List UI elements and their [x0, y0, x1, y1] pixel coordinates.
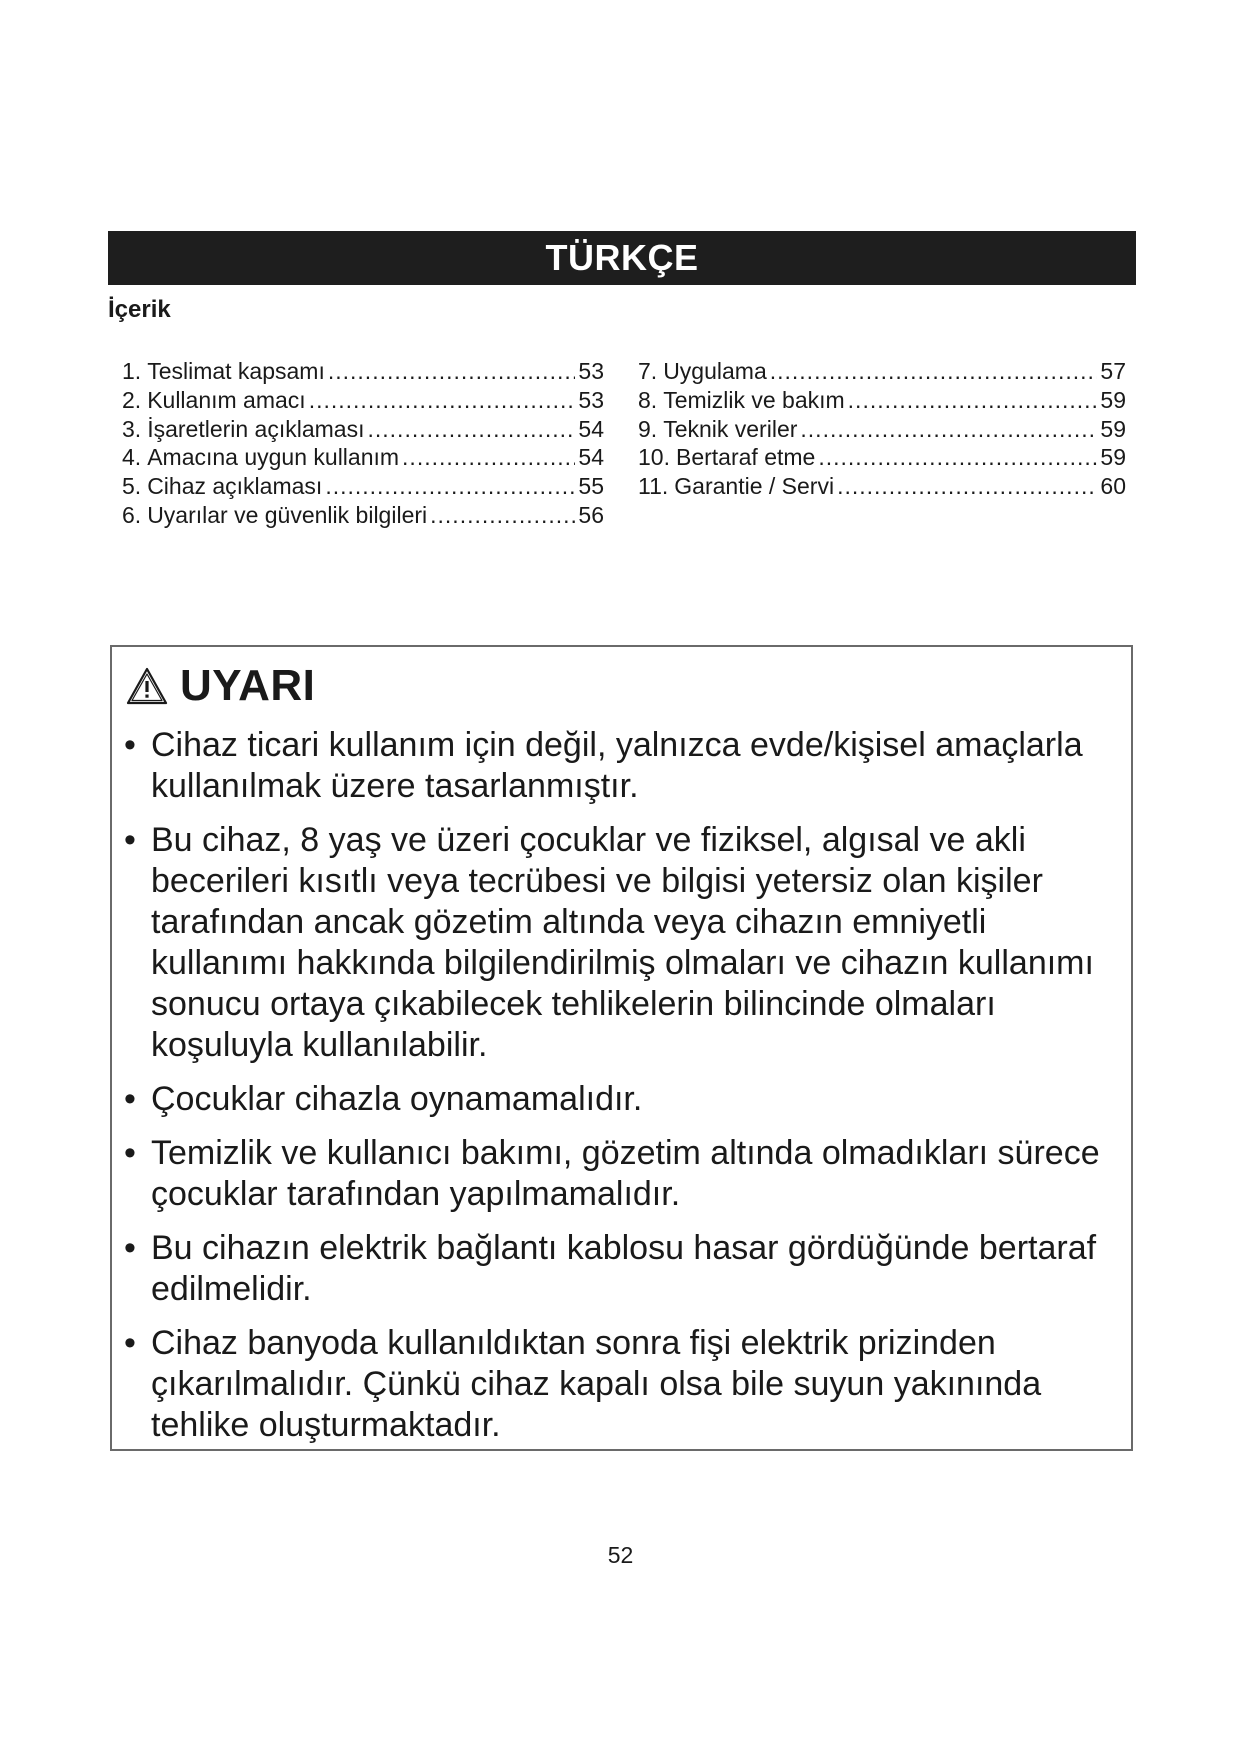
toc-leader-dots	[770, 357, 1098, 386]
toc-entry-page: 53	[578, 358, 604, 384]
toc-right-column	[638, 357, 1126, 501]
toc-entry-label: Uygulama	[663, 358, 767, 384]
toc-leader-dots	[325, 472, 575, 501]
toc-leader-dots	[402, 443, 575, 472]
toc-entry-label: İşaretlerin açıklaması	[147, 415, 365, 442]
toc-leader-dots	[848, 386, 1098, 415]
toc-entry-number: 7.	[638, 358, 658, 384]
toc-entry-number: 11.	[638, 473, 669, 500]
toc-entry-page: 53	[578, 386, 604, 413]
toc-entry-page: 59	[1100, 444, 1126, 471]
toc-entry-number: 4.	[122, 444, 142, 471]
toc-entry-number: 9.	[638, 415, 658, 442]
toc-entry[interactable]	[638, 415, 1126, 444]
toc-leader-dots	[430, 501, 575, 530]
toc-entry[interactable]	[122, 472, 604, 501]
toc-entry-number: 5.	[122, 473, 142, 500]
warning-item: • Çocuklar cihazla oynamamalıdır.	[124, 1079, 1124, 1120]
toc-leader-dots	[800, 415, 1097, 444]
toc-entry-number: 3.	[122, 415, 142, 442]
toc-entry-label: Garantie / Servi	[674, 473, 835, 500]
toc-entry-label: Cihaz açıklaması	[147, 473, 323, 500]
warning-header	[126, 661, 315, 711]
toc-entry-label: Teknik veriler	[663, 415, 798, 442]
warning-box	[110, 645, 1133, 1451]
toc-entry-number: 2.	[122, 386, 142, 413]
warning-item: • Cihaz banyoda kullanıldıktan sonra fişi elektrik prizinden çıkarılmalıdır. Çünkü cihaz kapalı olsa bile suyun yakınında tehlike oluşturmaktadır.	[124, 1323, 1124, 1446]
warning-item: • Temizlik ve kullanıcı bakımı, gözetim altında olmadıkları sürece çocuklar tarafından yapılmamalıdır.	[124, 1133, 1124, 1215]
toc-leader-dots	[328, 357, 576, 386]
toc-entry[interactable]	[122, 443, 604, 472]
toc-entry-page: 60	[1100, 473, 1126, 500]
toc-entry-page: 54	[578, 415, 604, 442]
toc-entry-label: Bertaraf etme	[675, 444, 816, 471]
toc-leader-dots	[368, 415, 576, 444]
contents-heading: İçerik	[108, 296, 171, 323]
warning-triangle-icon	[126, 666, 168, 706]
toc-entry-label: Teslimat kapsamı	[147, 358, 325, 384]
toc-entry[interactable]	[638, 357, 1126, 386]
warning-title: UYARI	[180, 661, 316, 710]
warning-item: • Bu cihaz, 8 yaş ve üzeri çocuklar ve fiziksel, algısal ve akli becerileri kısıtlı veya tecrübesi ve bilgisi yetersiz olan kişiler tarafından ancak gözetim altında veya cihazın emniyetli kullanımı hakkında bilgilendirilmiş olmaları ve cihazın kullanımı sonucu ortaya çıkabilecek tehlikelerin bilincinde olmaları koşuluyla kullanılabilir.	[124, 820, 1124, 1066]
toc-entry[interactable]	[638, 443, 1126, 472]
language-title: TÜRKÇE	[545, 237, 699, 278]
toc-entry-page: 59	[1100, 415, 1126, 442]
toc-entry-number: 10.	[638, 444, 670, 471]
toc-entry-number: 8.	[638, 386, 658, 413]
toc-leader-dots	[818, 443, 1097, 472]
toc-entry-label: Temizlik ve bakım	[663, 386, 845, 413]
toc-entry-number: 6.	[122, 501, 142, 528]
page-number: 52	[607, 1542, 634, 1568]
language-title-bar	[108, 231, 1136, 285]
toc-leader-dots	[837, 472, 1097, 501]
toc-entry-page: 59	[1100, 386, 1126, 413]
toc-entry-page: 57	[1100, 358, 1126, 384]
toc-entry-page: 55	[578, 473, 604, 500]
warning-item: • Bu cihazın elektrik bağlantı kablosu hasar gördüğünde bertaraf edilmelidir.	[124, 1228, 1124, 1310]
toc-entry[interactable]	[122, 357, 604, 386]
toc-leader-dots	[309, 386, 576, 415]
toc-entry[interactable]	[638, 386, 1126, 415]
toc-entry[interactable]	[122, 386, 604, 415]
warning-item: • Cihaz ticari kullanım için değil, yalnızca evde/kişisel amaçlarla kullanılmak üzere tasarlanmıştır.	[124, 725, 1124, 807]
toc-entry-label: Amacına uygun kullanım	[147, 444, 400, 471]
toc-entry[interactable]	[122, 415, 604, 444]
toc-entry-label: Uyarılar ve güvenlik bilgileri	[147, 501, 428, 528]
warning-list	[124, 725, 1124, 1459]
toc-entry-page: 54	[578, 444, 604, 471]
toc-entry-number: 1.	[122, 358, 142, 384]
toc-entry-page: 56	[578, 501, 604, 528]
toc-entry[interactable]	[122, 501, 604, 530]
toc-left-column	[122, 357, 604, 530]
toc-entry-label: Kullanım amacı	[147, 386, 306, 413]
toc-entry[interactable]	[638, 472, 1126, 501]
